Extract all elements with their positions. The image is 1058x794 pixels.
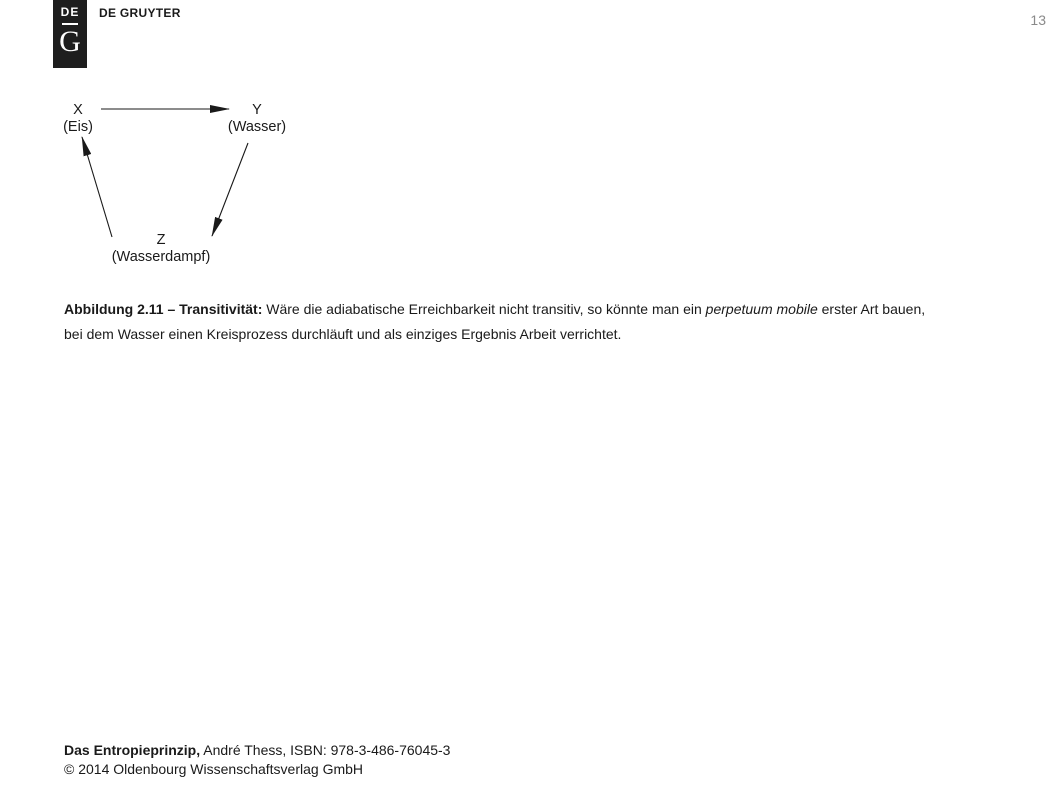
publisher-name: DE GRUYTER bbox=[99, 6, 181, 20]
caption-text-before: Wäre die adiabatische Erreichbarkeit nicht transitiv, so könnte man ein bbox=[266, 301, 702, 317]
node-z-label: (Wasserdampf) bbox=[111, 249, 211, 265]
node-z-symbol: Z bbox=[156, 232, 166, 248]
logo-g-text: G bbox=[59, 25, 81, 58]
node-x-label: (Eis) bbox=[63, 119, 93, 135]
node-y-symbol: Y bbox=[252, 102, 262, 118]
footer-book-title: Das Entropieprinzip, bbox=[64, 742, 201, 758]
node-x-symbol: X bbox=[73, 102, 83, 118]
footer-book-details: André Thess, ISBN: 978-3-486-76045-3 bbox=[203, 742, 451, 758]
page-number: 13 bbox=[1030, 12, 1046, 28]
node-y bbox=[217, 102, 297, 136]
caption-text-after: erster Art bauen, bei dem Wasser einen Kreisprozess durchläuft und als einziges Ergebnis Arbeit verrichtet. bbox=[64, 301, 926, 342]
figure-caption bbox=[64, 297, 944, 347]
footer-book-line bbox=[64, 741, 450, 760]
logo-de-text: DE bbox=[60, 5, 80, 19]
footer bbox=[64, 741, 450, 779]
node-y-label: (Wasser) bbox=[227, 119, 287, 135]
footer-copyright: © 2014 Oldenbourg Wissenschaftsverlag GmbH bbox=[64, 761, 364, 777]
arrow-z-to-x bbox=[82, 137, 112, 237]
node-x bbox=[56, 102, 100, 136]
caption-emphasis: perpetuum mobile bbox=[705, 301, 818, 317]
caption-label: Abbildung 2.11 – Transitivität: bbox=[64, 301, 263, 317]
node-z bbox=[100, 232, 222, 266]
arrow-y-to-z bbox=[212, 143, 248, 236]
